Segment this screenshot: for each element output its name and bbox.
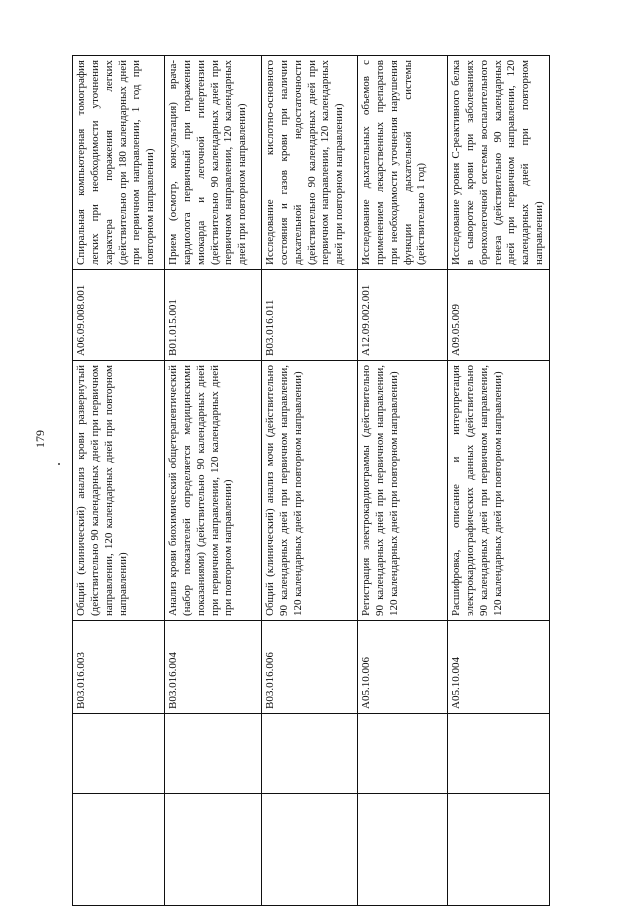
empty-cell <box>262 714 358 794</box>
empty-cell <box>358 794 448 906</box>
empty-cell <box>73 714 165 794</box>
service-name-cell: Регистрация электрокардиограммы (действительно 90 календарных дней при первичном направлении, 120 календарных дней при повторном направлении) <box>358 361 448 621</box>
service-name-cell: Спиральная компьютерная томография легких при необходимости уточнения характера поражения легких (действительно при 180 календарных дней при первичном направлении, 1 год при повторном направлении) <box>73 56 165 270</box>
empty-cell <box>262 794 358 906</box>
service-code-cell: B03.016.003 <box>73 621 165 714</box>
service-name-cell: Расшифровка, описание и интерпретация электрокардиографических данных (действительно 90 календарных дней при первичном направлении, 120 календарных дней при повторном направлении) <box>448 361 550 621</box>
service-name-cell: Исследование уровня С-реактивного белка в сыворотке крови при заболеваниях бронхолегочной системы воспалительного генеза (действительно 90 календарных дней при первичном направлении, 120 календарных дней при повторном направлении) <box>448 56 550 270</box>
service-name-cell: Общий (клинический) анализ крови развернутый (действительно 90 календарных дней при первичном направлении, 120 календарных дней при повторном направлении) <box>73 361 165 621</box>
empty-cell <box>165 794 262 906</box>
table-row <box>165 56 262 906</box>
service-name-cell: Прием (осмотр, консультация) врача-кардиолога первичный при поражении миокарда и легочной гипертензии (действительно 90 календарных дней при первичном направлении, 120 календарных дней при повторном направлении) <box>165 56 262 270</box>
service-code-cell: B01.015.001 <box>165 270 262 361</box>
service-code-cell: B03.016.011 <box>262 270 358 361</box>
table-row <box>73 56 165 906</box>
empty-cell <box>448 794 550 906</box>
empty-cell <box>73 794 165 906</box>
page-number: 179 <box>33 430 47 448</box>
service-code-cell: B03.016.004 <box>165 621 262 714</box>
service-name-cell: Исследование кислотно-основного состояния и газов крови при наличии дыхательной недостаточности (действительно 90 календарных дней при первичном направлении, 120 календарных дней при повторном направлении) <box>262 56 358 270</box>
service-code-cell: B03.016.006 <box>262 621 358 714</box>
service-code-cell: A09.05.009 <box>448 270 550 361</box>
empty-cell <box>165 714 262 794</box>
services-table <box>72 55 550 906</box>
service-name-cell: Исследование дыхательных объемов с применением лекарственных препаратов при необходимости уточнения нарушения функции дыхательной системы (действительно 1 год) <box>358 56 448 270</box>
table-row <box>358 56 448 906</box>
service-code-cell: A06.09.008.001 <box>73 270 165 361</box>
service-code-cell: A05.10.006 <box>358 621 448 714</box>
service-name-cell: Общий (клинический) анализ мочи (действительно 90 календарных дней при первичном направлении, 120 календарных дней при повторном направлении) <box>262 361 358 621</box>
service-name-cell: Анализ крови биохимический общетерапевтический (набор показателей определяется медицинскими показаниями) (действительно 90 календарных дней при первичном направлении, 120 календарных дней при повторном направлении) <box>165 361 262 621</box>
empty-cell <box>448 714 550 794</box>
table-row <box>262 56 358 906</box>
service-code-cell: A05.10.004 <box>448 621 550 714</box>
empty-cell <box>358 714 448 794</box>
rotated-table-wrapper <box>72 56 546 906</box>
service-code-cell: A12.09.002.001 <box>358 270 448 361</box>
table-row <box>448 56 550 906</box>
